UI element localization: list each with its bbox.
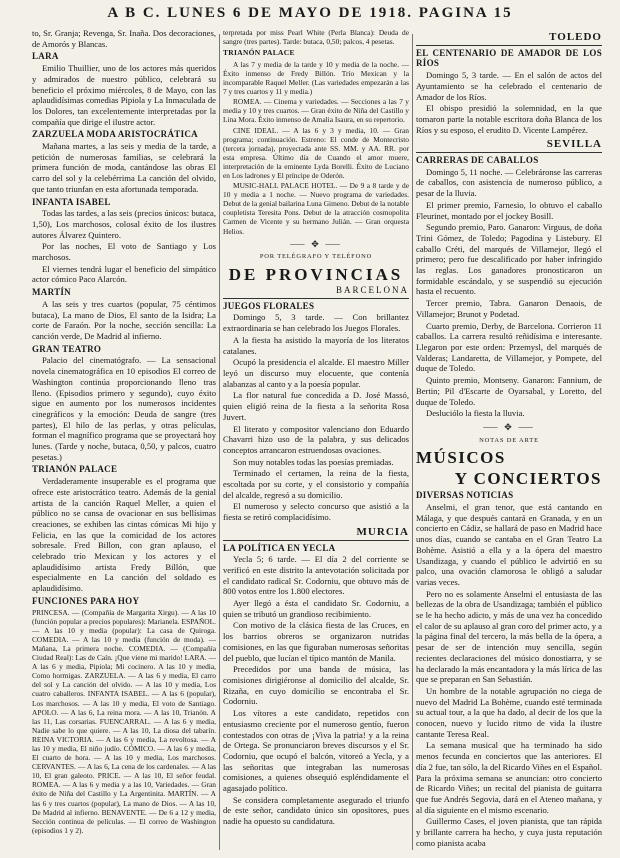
paragraph: Mañana martes, a las seis y media de la tarde, a petición de numerosas familias, se celebrará la primera función de moda, cantándose las obras El carro del sol y la celebérrima La canción del olvido, que tanto triunfan en esta afortunada temporada.: [32, 141, 216, 194]
paragraph: El primer premio, Farnesio, lo obtuvo el caballo Fleurinet, montado por el jockey Bosill.: [416, 199, 602, 221]
paragraph: Guillermo Cases, el joven pianista, que tan rápida y brillante carrera ha hecho, y cuya justa reputación como pianista acaba: [416, 816, 602, 848]
paragraph: Emilio Thuillier, uno de los actores más queridos y admirados de nuestro público, celebrará su beneficio el próximo miércoles, 8 de Mayo, con las aplaudidísimas comedias Pipiola y La Inmaculada de los Dolores, tan excelentemente interpretadas por la compañía que dirige el ilustre actor.: [32, 63, 216, 127]
paragraph: Con motivo de la clásica fiesta de las Cruces, en los barrios obreros se organizaron nutridas comisiones, en las que figuraban numerosas señoritas del pueblo, que lucían el típico mantón de Manila.: [223, 620, 409, 663]
section-heading: LARA: [32, 51, 59, 62]
telegraph-label: POR TELÉGRAFO Y TELÉFONO: [259, 253, 373, 261]
paragraph: La flor natural fue concedida a D. José Massó, quien eligió reina de la fiesta a la señorita Rosa Juvert.: [223, 390, 409, 422]
section-kicker: NOTAS DE ARTE: [479, 436, 539, 444]
paragraph: Se considera completamente asegurado el triunfo de este señor, candidato único sin opositores, pues nadie ha opuesto su candidatura.: [223, 794, 409, 827]
city-heading: SEVILLA: [546, 138, 602, 151]
column-right: [416, 28, 602, 854]
paragraph: Los vítores a este candidato, repetidos con entusiasmo creciente por el numeroso gentío, fueron contestados con otras de ¡Viva la patria! y a la reina de Ortega. Se pronunciaron breves discursos y el Sr. Codorniu, que ocupó el balcón, vitoreó a Yecla, y a las señoritas que integraban las numerosas comisiones, a quienes obsequió espléndidamente el agasajado político.: [223, 708, 409, 794]
divider: [223, 298, 409, 299]
paragraph: A las 7 y media de la tarde y 10 y media de la noche. — Éxito inmenso de Fredy Billón. Trío Mexican y la incomparable Raquel Meller. (Las variedades empezarán a las 7 y tres cuartos y 11 y media.): [223, 59, 409, 97]
paragraph: Verdaderamente insuperable es el programa que ofrece este aristocrático teatro. Además de la genial artista de la canción Raquel Meller, a quien el público no se cansa de ovacionar en sus bellísimas creaciones, se exhiben las cintas cómicas Mi hijo y Felicia, en las que la comicidad de los actores sobresale. Fred Billon, con gran aplauso, el celebrado trío Mexican y los actores y el aplaudidísimo artista Fredy Billón, que especialmente en La canción del soldado es aplaudidísimo.: [32, 476, 216, 594]
paragraph: Domingo 5, 11 noche. — Celebráronse las carreras de caballos, con asistencia de numeroso público, a pesar de la lluvia.: [416, 166, 602, 199]
paragraph: Yecla 5; 6 tarde. — El día 2 del corriente se verificó en este distrito la antevotación solicitada por el candidato radical Sr. Codorniu, que obtuvo más de 800 votos entre los 1.800 electores.: [223, 554, 409, 597]
section-heading: CARRERAS DE CABALLOS: [416, 155, 539, 166]
ornament: ⸺ ✥ ⸺: [482, 421, 536, 432]
column-left: [32, 28, 216, 854]
paragraph: Un hombre de la notable agrupación no ciega de nuevo del Madrid La Bohème, cuando esté terminada su actual tour, a la que ha dado, al decir de los que la conocen, nuevo y lucido ritmo de vida la ilustre cantante Teresa Real.: [416, 685, 602, 739]
paragraph: Ayer llegó a ésta el candidato Sr. Codorniu, a quien se tributó un grandioso recibimiento.: [223, 598, 409, 619]
paragraph: El numeroso y selecto concurso que asistió a la fiesta se retiró complacidísimo.: [223, 501, 409, 523]
divider: [416, 45, 602, 46]
section-heading: MARTÍN: [32, 287, 71, 298]
city-heading: TOLEDO: [549, 31, 602, 43]
musicos-headline: MÚSICOS: [416, 448, 506, 468]
ornament: ⸺ ✥ ⸺: [289, 238, 343, 249]
section-heading: JUEGOS FLORALES: [223, 300, 315, 311]
section-heading: LA POLÍTICA EN YECLA: [223, 542, 336, 553]
paragraph: PRINCESA. — (Compañía de Margarita Xirgu). — A las 10 (función popular a precios populares): Marianela. ESPAÑOL. — A las 10 y media (popular): La casa de Quiroga. COMEDIA. — A las 10 y media (función de moda). — Mañana, La primera noche. COMEDIA. — (Compañía Ciudad Real): Las de Caín. ¡Que viene mi marido! LARA. — A las 6 y media, Pipiola; Mi cocinero. A las 10 y media, Como hormigas. ZARZUELA. — A las 6 y media, El carro del sol y La canción del olvido. — A las 10 y media, Los cuatro caballeros. INFANTA ISABEL. — A las 6 (popular), Los marchosos. — A las 10 y media, El voto de Santiago. APOLO. — A las 6, La reina mora. — A las 10, Trianón. A las 11, Las corsarias. FUENCARRAL. — A las 6 y media, Nadie sabe lo que quiere. — A las 10, La diosa del tabarín. REINA VICTORIA. — A las 6 y media, La revoltosa. — A las 10 y media, El niño judío. CÓMICO. — A las 6 y media, El cuarto de hora. — A las 10 y media, Los marchosos. CERVANTES. — A las 6, La cena de los cardenales. — A las 10, El gran galeoto. PRICE. — A las 10, El señor feudal. ROMEA. — A las 6 y media y a las 10, Variedades. — Gran éxito de Niña del Castillo y La Argentinita. MARTÍN. — A las 6 y tres cuartos (popular), La mano de Dios. — A las 10, De Madrid al infierno. BENAVENTE. — De 6 a 12 y media, Sección continua de películas. — El correo de Washington (episodios 1 y 2).: [32, 607, 216, 835]
paragraph: terpretada por miss Pearl White (Perla Blanca): Deuda de sangre (tres partes). Tarde: butaca, 0,50; palcos, 4 pesetas.: [223, 28, 409, 47]
paragraph: Segundo premio, Paro. Ganaron: Virguus, de doña Trini Gómez, de Toledo; Pagodina y Listebury. El caballo Créti, del marqués de Villamejor, llegó el primero; pero fue descalificado por haber infringido las reglas. Los ganadores pronosticaron un formidable escándalo, y se suspendió su ejecución hasta el recuento.: [416, 222, 602, 297]
paragraph: Desluciólo la fiesta la lluvia.: [426, 408, 525, 419]
paragraph: ROMEA. — Cinema y variedades. — Secciones a las 7 y media y 10 y tres cuartos. — Gran éxito de Niña del Castillo y Lina Mora. Éxito inmenso de Amalia Isaura, en su repertorio.: [223, 97, 409, 125]
conciertos-headline: Y CONCIERTOS: [454, 469, 602, 489]
paragraph: Pero no es solamente Anselmi el entusiasta de las bellezas de la obra de Usandizaga; también el público se le ha hecho adicto, y más de una vez ha concedido el calor de su aplauso al gran coro del primer acto, y a la página final del tercero, la más bella de la ópera, a pesar de ser de intención muy sencilla, según recientes declaraciones del músico donostiarra, y se ha declarado la más encantadora y la más lírica de las que se preparan en San Sebastián.: [416, 588, 602, 685]
paragraph: Precedidos por una banda de música, las comisiones dirigiéronse al domicilio del alcalde, Sr. Rizaña, en cuyo domicilio se encontraba el Sr. Codorniu.: [223, 664, 409, 707]
divider: [416, 152, 602, 153]
section-heading: FUNCIONES PARA HOY: [32, 595, 140, 606]
paragraph: Son muy notables todas las poesías premiadas.: [233, 456, 394, 467]
column-divider: [219, 34, 220, 850]
paragraph: A las seis y tres cuartos (popular, 75 céntimos butaca), La mano de Dios, El santo de la Isidra; La corte de Faraón. Por la noche, sección sencilla: La canción verde, De Madrid al infierno.: [32, 298, 216, 341]
paragraph: to, Sr. Granja; Revenga, Sr. Inaña. Dos decoraciones, de Amorós y Blancas.: [32, 28, 216, 49]
paragraph: El obispo presidió la solemnidad, en la que tomaron parte la notable escritora doña Blanca de los Ríos y su esposo, el erudito D. Vicente Lampérez.: [416, 103, 602, 135]
section-heading: INFANTA ISABEL: [32, 196, 111, 207]
paragraph: La semana musical que ha terminado ha sido menos fecunda en conciertos que las anteriores. El día 2 fue, tan sólo, la del Ricardo Viñes en el Español. Para la próxima semana se anuncian: otro concierto de Ricardo Viñes; un recital del pianista de guitarra que fue Andrés Segovia, dará en el Ateneo mañana, y al día siguiente en el mismo escenario.: [416, 740, 602, 815]
section-heading: ZARZUELA MODA ARISTOCRÁTICA: [32, 129, 198, 140]
city-heading: MURCIA: [356, 525, 409, 538]
paragraph: El literato y compositor valenciano don Eduardo Chavarri hizo uso de la palabra, y sus delicados conceptos arrancaron estruendosas ovaciones.: [223, 423, 409, 455]
paragraph: CINE IDEAL. — A las 6 y 3 y media, 10. — Gran programa; continuación. Estreno: El conde de Montecristo (tercera jornada), proyectada ante SS. MM. y AA. RR. por esta empresa. Último día de Cuando el amor muere, interpretación de la eminente Lyda Borelli. Éxito de Luciano en Los ladrones y El príncipe de Oderón.: [223, 125, 409, 181]
paragraph: Anselmi, el gran tenor, que está cantando en Málaga, y que después cantará en Granada, y en un concierto en Cádiz, se hallará de paso en Madrid hace unos días, cuando se cantaba en el Gran Teatro La Bohème. Asistió a ella y a la ópera del maestro Usandizaga, y cuando el público le advirtió en su palco, una ovación clamorosa le obligó a saludar varias veces.: [416, 502, 602, 587]
column-middle: [223, 28, 409, 854]
city-heading: BARCELONA: [335, 285, 409, 296]
paragraph: MUSIC-HALL PALACE HOTEL. — De 9 a 8 tarde y de 10 y media a 1 noche. — Nuevo programa de variedades. Debut de la genial bailarina Luna Gimeno. Debut de la notable coupletista Teresita Pons. Debut de la atracción cosmopolita Carmen de Vicente y su hermano Julián. — Gran orquesta Helios.: [223, 181, 409, 236]
paragraph: El viernes tendrá lugar el beneficio del simpático actor cómico Paco Alarcón.: [32, 263, 216, 285]
section-heading: TRIANÓN PALACE: [223, 48, 295, 58]
paragraph: Tercer premio, Tabra. Ganaron Denaois, de Villamejor; Brunot y Podetad.: [416, 298, 602, 319]
section-heading: EL CENTENARIO DE AMADOR DE LOS RÍOS: [416, 47, 602, 69]
paragraph: Terminado el certamen, la reina de la fiesta, escoltada por su corte, y el consistorio y compañía del alcalde, regresó a su domicilio.: [223, 468, 409, 500]
paragraph: Ocupó la presidencia el alcalde. El maestro Miller leyó un discurso muy elocuente, que contenía alabanzas al canto y a la poesía popular.: [223, 357, 409, 389]
divider: [223, 540, 409, 541]
provincias-banner: DE PROVINCIAS: [228, 265, 404, 285]
paragraph: Domingo 5, 3 tarde. — Con brillantez extraordinaria se han celebrado los Juegos Florales.: [223, 312, 409, 334]
column-divider: [412, 34, 413, 850]
paragraph: Domingo 5, 3 tarde. — En el salón de actos del Ayuntamiento se ha celebrado el centenario de Amador de los Ríos.: [416, 70, 602, 102]
page-header: A B C. LUNES 6 DE MAYO DE 1918. PAGINA 15: [107, 5, 513, 21]
section-heading: TRIANÓN PALACE: [32, 464, 118, 475]
paragraph: Cuarto premio, Derby, de Barcelona. Corrieron 11 caballos. La carrera resultó reñidísima e interesante. Llegaron por este orden: Przemysl, del marqués de Valderas; Landaretta, de Villamejor, y Pompete, del duque de Toledo.: [416, 320, 602, 374]
section-heading: GRAN TEATRO: [32, 343, 102, 354]
paragraph: A la fiesta ha asistido la mayoría de los literatos catalanes.: [223, 334, 409, 356]
paragraph: Palacio del cinematógrafo. — La sensacional novela cinematográfica en 10 episodios El correo de Washington continúa proporcionando lleno tras lleno. (Episodios primero y segundo), cuyo éxito sigue en aumento por los numerosos incidentes cinegráficos y la emoción: Deuda de sangre (tres partes), El hilo de las perlas, y otras películas, forman el magnífico programa que se proyectará hoy lunes. (Tarde y noche, butaca, 0,50, y palcos, cuatro pesetas.): [32, 355, 216, 462]
paragraph: Todas las tardes, a las seis (precios únicos: butaca, 1,50), Los marchosos, colosal éxito de los ilustres autores Álvarez Quintero.: [32, 208, 216, 240]
paragraph: Por las noches, El voto de Santiago y Los marchosos.: [32, 241, 216, 263]
section-heading: DIVERSAS NOTICIAS: [416, 490, 514, 501]
paragraph: Quinto premio, Montseny. Ganaron: Fannium, de Bertin; Pil d'Escarte de Oyarsabal, y Loretto, del duque de Toledo.: [416, 375, 602, 407]
